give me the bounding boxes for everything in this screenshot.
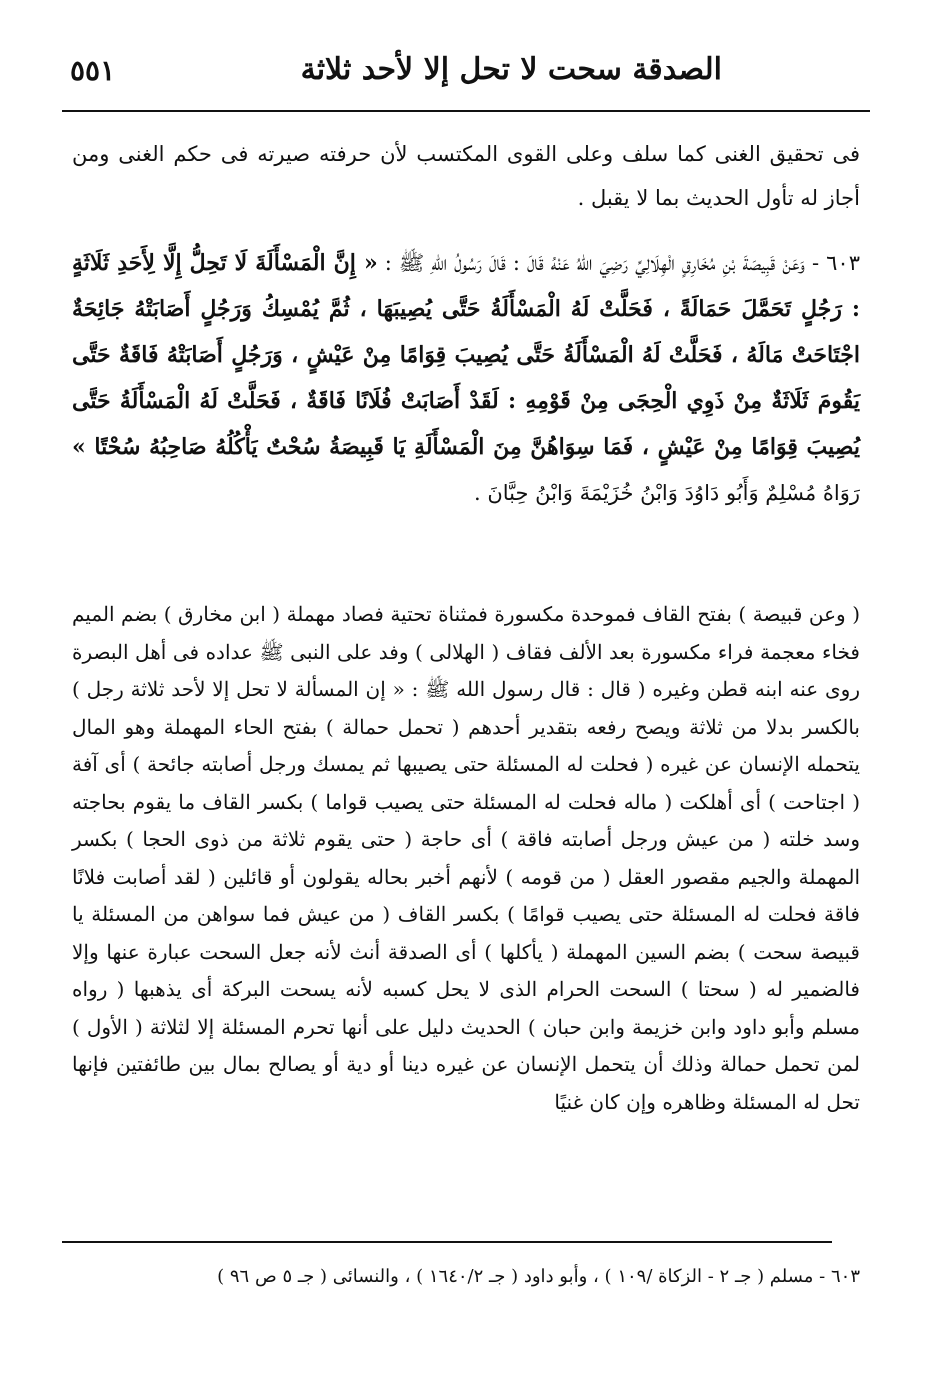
hadith-quote: « إِنَّ الْمَسْأَلَةَ لَا تَحِلُّ إِلَّا لِأَحَدِ ثَلَاثَةٍ : رَجُلٍ تَحَمَّلَ حَمَالَةً ، فَحَلَّتْ لَهُ الْمَسْأَلَةُ حَتَّى يُصِيبَهَا ، ثُمَّ يُمْسِكُ وَرَجُلٍ أَصَابَتْهُ جَائِحَةٌ اجْتَاحَتْ مَالَهُ ، فَحَلَّتْ لَهُ الْمَسْأَلَةُ حَتَّى يُصِيبَ قِوَامًا مِنْ عَيْشٍ ، وَرَجُلٍ أَصَابَتْهُ فَاقَةٌ حَتَّى يَقُومَ ثَلَاثَةٌ مِنْ ذَوِي الْحِجَى مِنْ قَوْمِهِ : لَقَدْ أَصَابَتْ فُلَانًا فَاقَةٌ ، فَحَلَّتْ لَهُ الْمَسْأَلَةُ حَتَّى يُصِيبَ قِوَامًا مِنْ عَيْشٍ ، فَمَا سِوَاهُنَّ مِنَ الْمَسْأَلَةِ يَا قَبِيصَةُ سُحْتٌ يَأْكُلُهُ صَاحِبُهُ سُحْتًا » <box>72 250 860 460</box>
commentary-paragraph: ( وعن قبيصة ) بفتح القاف فموحدة مكسورة فمثناة تحتية فصاد مهملة ( ابن مخارق ) بضم الميم فخاء معجمة فراء مكسورة بعد الألف فقاف ( الهلالى ) وفد على النبى ﷺ عداده فى أهل البصرة روى عنه ابنه قطن وغيره ( قال : قال رسول الله ﷺ : « إن المسألة لا تحل إلا لأحد ثلاثة رجل ) بالكسر بدلا من ثلاثة ويصح رفعه بتقدير أحدهم ( تحمل حمالة ) بفتح الحاء المهملة وهو المال يتحمله الإنسان عن غيره ( فحلت له المسئلة حتى يصيبها ثم يمسك ورجل أصابته جائحة ) أى آفة ( اجتاحت ) أى أهلكت ( ماله فحلت له المسئلة حتى يصيب قواما ) بكسر القاف ما يقوم بحاجته وسد خلته ( من عيش ورجل أصابته فاقة ) أى حاجة ( حتى يقوم ثلاثة من ذوى الحجا ) بكسر المهملة والجيم مقصور العقل ( من قومه ) لأنهم أخبر بحاله يقولون أو قائلين ( لقد أصابت فلانًا فاقة فحلت له المسئلة حتى يصيب قوامًا ) بكسر القاف ( من عيش فما سواهن من المسئلة يا قبيصة سحت ) بضم السين المهملة ( يأكلها ) أى الصدقة أنث لأنه جعل السحت عبارة عنها وإلا فالضمير له ( سحتا ) السحت الحرام الذى لا يحل كسبه لأنه يسحت البركة أى يذهبها ( رواه مسلم وأبو داود وابن خزيمة وابن حبان ) الحديث دليل على أنها تحرم المسئلة إلا لثلاثة ( الأول ) لمن تحمل حمالة وذلك أن يتحمل الإنسان عن غيره دينا أو دية أو يصالح بمال بين طائفتين فإنها تحل له المسئلة وظاهره وإن كان غنيًا <box>72 602 861 1114</box>
hadith-opening: ٦٠٣ - وَعَنْ قَبِيصَةَ بْنِ مُخَارِقٍ الْهِلَالِيِّ رَضِيَ اللهُ عَنْهُ قَالَ : قَالَ رَسُولُ اللهِ ﷺ : <box>384 251 860 275</box>
hadith-603 <box>72 240 860 516</box>
footnote-rule <box>62 1241 832 1243</box>
page-header <box>70 48 872 98</box>
header-rule <box>62 110 870 112</box>
footnote: ٦٠٣ - مسلم ( جـ ٢ - الزكاة /١٠٩ ) ، وأبو داود ( جـ ١٦٤٠/٢ ) ، والنسائى ( جـ ٥ ص ٩٦ ) <box>217 1266 860 1287</box>
page-number: ٥٥١ <box>70 54 116 87</box>
running-title: الصدقة سحت لا تحل إلا لأحد ثلاثة <box>300 52 722 87</box>
hadith-attribution: رَوَاهُ مُسْلِمٌ وَأَبُو دَاوُدَ وَابْنُ خُزَيْمَةَ وَابْنُ حِبَّانَ . <box>473 481 860 505</box>
intro-paragraph: فى تحقيق الغنى كما سلف وعلى القوى المكتسب لأن حرفته صيرته فى حكم الغنى ومن أجاز له تأول الحديث بما لا يقبل . <box>72 142 860 210</box>
